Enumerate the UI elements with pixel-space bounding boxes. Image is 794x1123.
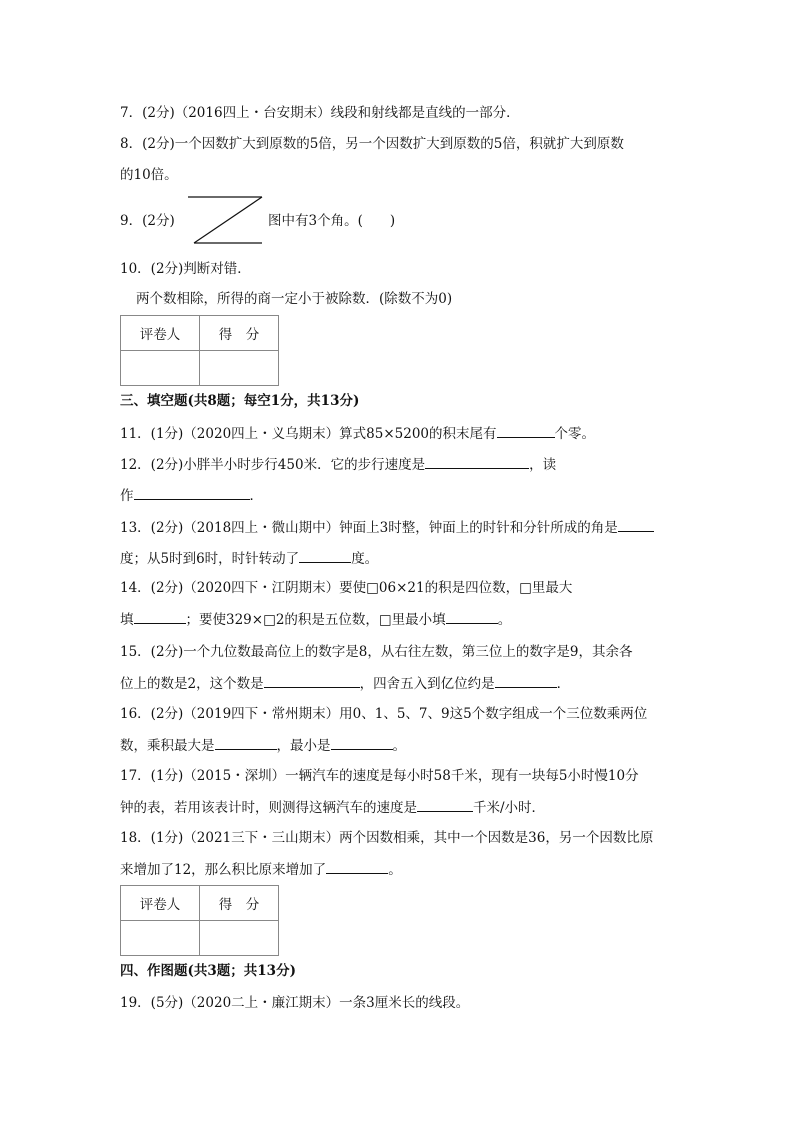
question-18-line2: 来增加了12，那么积比原来增加了 。 <box>120 859 402 880</box>
score-table-grader-cell[interactable] <box>121 351 200 386</box>
score-table-score-header: 得 分 <box>200 316 279 351</box>
score-table-score-cell[interactable] <box>200 921 279 956</box>
score-table-grader-header: 评卷人 <box>121 316 200 351</box>
angle-figure <box>186 194 266 246</box>
answer-blank[interactable] <box>618 517 654 532</box>
answer-blank[interactable] <box>417 797 473 812</box>
question-12-line1: 12．(2分)小胖半小时步行450米．它的步行速度是 ，读 <box>120 454 556 475</box>
question-17-line1: 17．(1分)（2015・深圳）一辆汽车的速度是每小时58千米，现有一块每5小时慢10分 <box>120 768 639 784</box>
question-8-line2: 的10倍。 <box>120 167 178 183</box>
answer-blank[interactable] <box>331 735 393 750</box>
question-16-line2: 数，乘积最大是 ，最小是 。 <box>120 735 406 756</box>
question-9-suffix: 图中有3个角。( ) <box>268 213 396 229</box>
score-table-score-cell[interactable] <box>200 351 279 386</box>
question-13-line2: 度；从5时到6时，时针转动了 度。 <box>120 548 378 569</box>
answer-blank[interactable] <box>215 735 277 750</box>
question-14-line1: 14．(2分)（2020四下・江阴期末）要使□06×21的积是四位数，□里最大 <box>120 580 573 596</box>
question-19: 19．(5分)（2020二上・廉江期末）一条3厘米长的线段。 <box>120 995 470 1011</box>
question-14-line2: 填 ；要使329×□2的积是五位数，□里最小填 。 <box>120 609 511 630</box>
question-9-prefix: 9．(2分) <box>120 213 175 229</box>
answer-blank[interactable] <box>446 609 498 624</box>
question-13-line1: 13．(2分)（2018四上・微山期中）钟面上3时整，钟面上的时针和分针所成的角是 <box>120 517 654 538</box>
question-15-line1: 15．(2分)一个九位数最高位上的数字是8，从右往左数，第三位上的数字是9，其余各 <box>120 644 633 660</box>
score-table-2 <box>120 885 279 956</box>
score-table-grader-header: 评卷人 <box>121 886 200 921</box>
answer-blank[interactable] <box>425 454 529 469</box>
answer-blank[interactable] <box>326 859 388 874</box>
question-12-line2: 作 ． <box>120 485 263 506</box>
question-11: 11．(1分)（2020四上・义乌期末）算式85×5200的积末尾有 个零。 <box>120 423 595 444</box>
answer-blank[interactable] <box>299 548 351 563</box>
answer-blank[interactable] <box>495 673 557 688</box>
question-16-line1: 16．(2分)（2019四下・常州期末）用0、1、5、7、9这5个数字组成一个三位数乘两位 <box>120 706 648 722</box>
answer-blank[interactable] <box>264 673 360 688</box>
score-table-1 <box>120 315 279 386</box>
answer-blank[interactable] <box>134 485 250 500</box>
section-4-title: 四、作图题(共3题；共13分) <box>120 963 296 979</box>
answer-blank[interactable] <box>497 423 555 438</box>
score-table-score-header: 得 分 <box>200 886 279 921</box>
score-table-grader-cell[interactable] <box>121 921 200 956</box>
question-8-line1: 8．(2分)一个因数扩大到原数的5倍，另一个因数扩大到原数的5倍，积就扩大到原数 <box>120 136 624 152</box>
question-7: 7．(2分)（2016四上・台安期末）线段和射线都是直线的一部分． <box>120 105 520 121</box>
figure-diagonal-line <box>194 197 262 243</box>
question-10: 10．(2分)判断对错． <box>120 261 251 277</box>
question-10-statement: 两个数相除，所得的商一定小于被除数．(除数不为0) <box>136 291 453 307</box>
question-15-line2: 位上的数是2，这个数是 ，四舍五入到亿位约是 ． <box>120 673 570 694</box>
question-18-line1: 18．(1分)（2021三下・三山期末）两个因数相乘，其中一个因数是36，另一个因数比原 <box>120 830 654 846</box>
question-17-line2: 钟的表，若用该表计时，则测得这辆汽车的速度是 千米/小时． <box>120 797 545 818</box>
section-3-title: 三、填空题(共8题；每空1分，共13分) <box>120 393 360 409</box>
answer-blank[interactable] <box>134 609 186 624</box>
